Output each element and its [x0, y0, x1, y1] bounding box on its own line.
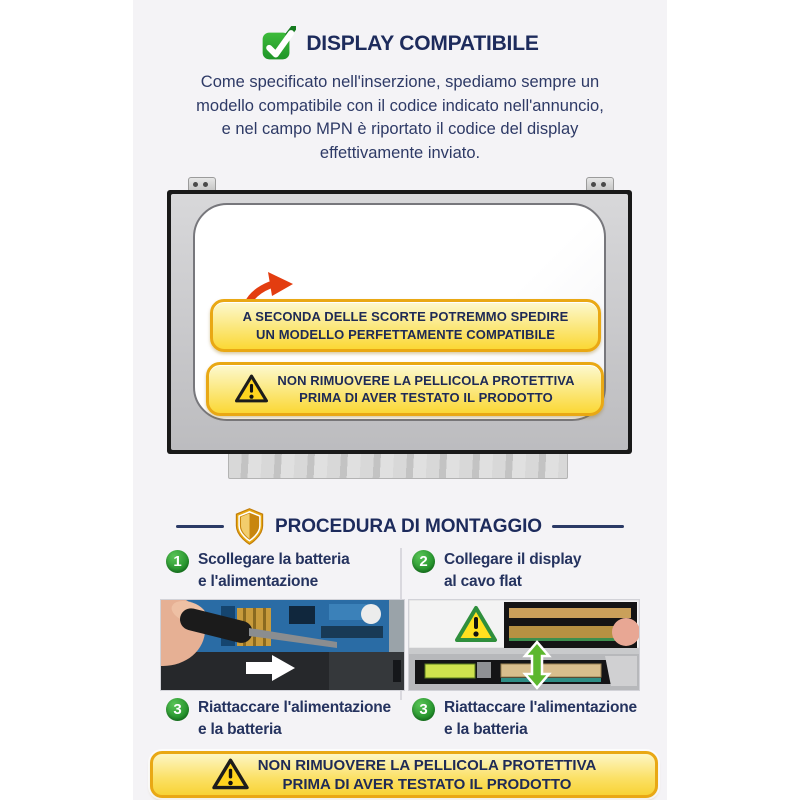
intro-paragraph: [133, 71, 667, 165]
procedure-header: [133, 508, 667, 545]
check-icon: [261, 26, 296, 61]
procedure-title: PROCEDURA DI MONTAGGIO: [275, 515, 542, 537]
intro-line: effettivamente inviato.: [319, 143, 481, 162]
warning-triangle-icon: [212, 758, 249, 791]
intro-line: Come specificato nell'inserzione, spediamo sempre un: [200, 73, 600, 91]
step-1-label: Scollegare la batteria e l'alimentazione: [198, 551, 350, 590]
intro-line: modello compatibile con il codice indicato nell'annuncio,: [196, 96, 604, 115]
warning-triangle-icon: [235, 374, 268, 404]
stock-notice-box: [210, 299, 601, 352]
step-number-badge: 1: [166, 550, 189, 573]
film-warning-text: NON RIMUOVERE LA PELLICOLA PROTETTIVA PRIMA DI AVER TESTATO IL PRODOTTO: [277, 372, 575, 405]
step-2: [412, 549, 581, 593]
photo-disconnect-battery: [160, 599, 405, 691]
page-title: DISPLAY COMPATIBILE: [306, 31, 539, 55]
decorative-line-right: [552, 525, 624, 528]
connector-scene: [409, 600, 639, 690]
stock-notice-text: A SECONDA DELLE SCORTE POTREMMO SPEDIRE UN MODELLO PERFETTAMENTE COMPATIBILE: [242, 309, 569, 342]
step-3-right-label: Riattaccare l'alimentazione e la batteria: [444, 699, 637, 738]
photo-connect-flat-cable: [408, 599, 640, 691]
step-2-label: Collegare il display al cavo flat: [444, 551, 582, 590]
step-number-badge: 3: [412, 698, 435, 721]
footer-warning-text: NON RIMUOVERE LA PELLICOLA PROTETTIVA PRIMA DI AVER TESTATO IL PRODOTTO: [257, 756, 597, 793]
film-warning-box: [206, 362, 604, 416]
shield-icon: [234, 508, 265, 545]
motherboard-scene: [161, 600, 404, 690]
footer-warning-banner: [150, 751, 658, 798]
intro-line: e nel campo MPN è riportato il codice del display: [221, 120, 579, 138]
step-number-badge: 2: [412, 550, 435, 573]
decorative-line-left: [176, 525, 224, 528]
step-3-left-label: Riattaccare l'alimentazione e la batteria: [198, 699, 391, 738]
step-number-badge: 3: [166, 698, 189, 721]
header: [133, 26, 667, 61]
step-3-right: [412, 697, 637, 741]
step-3-left: [166, 697, 391, 741]
step-1: [166, 549, 350, 593]
